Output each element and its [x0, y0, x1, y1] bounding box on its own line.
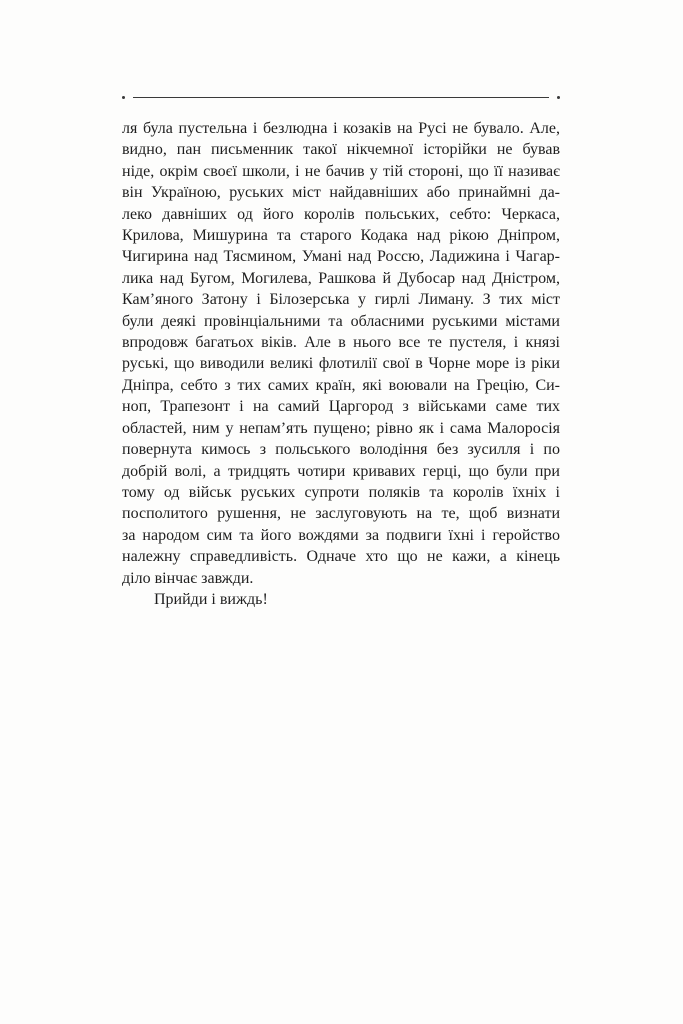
- text-line: ноп, Трапезонт і на самий Царгород з військами саме тих: [122, 398, 560, 416]
- text-line: областей, ним у непам’ять пущено; рівно як і сама Малоросія: [122, 419, 560, 437]
- body-text: [122, 118, 560, 610]
- text-line: належну справедливість. Одначе хто що не кажи, а кінець: [122, 548, 560, 566]
- text-line: Чигирина над Тясмином, Умані над Россю, Ладижина і Чагар-: [122, 248, 560, 266]
- text-line: Крилова, Мишурина та старого Кодака над рікою Дніпром,: [122, 227, 560, 245]
- text-line: діло вінчає завжди.: [122, 569, 254, 587]
- text-line: посполитого рушення, не заслуговують на те, щоб визнати: [122, 505, 560, 523]
- rule-dot-right-icon: [557, 96, 560, 99]
- text-line: Кам’яного Затону і Білозерська у гирлі Лиману. З тих міст: [122, 291, 560, 309]
- rule-dot-left-icon: [122, 96, 125, 99]
- text-line: лика над Бугом, Могилева, Рашкова й Дубосар над Дністром,: [122, 269, 560, 287]
- text-line: впродовж багатьох віків. Але в нього все те пустеля, і князі: [122, 334, 560, 352]
- text-line: видно, пан письменник такої нікчемної історійки не бував: [122, 141, 560, 159]
- text-line: за народом сим та його вождями за подвиги їхні і геройство: [122, 526, 560, 544]
- text-line: були деякі провінціальними та обласними руськими містами: [122, 312, 560, 330]
- rule-line: [133, 97, 549, 98]
- text-line: Прийди і виждь!: [154, 590, 268, 608]
- paragraph: [122, 589, 560, 610]
- header-rule: [122, 93, 560, 101]
- text-line: він Україною, руських міст найдавніших або принаймні да-: [122, 184, 560, 202]
- text-line: тому од військ руських супроти поляків та королів їхніх і: [122, 483, 560, 501]
- text-line: Дніпра, себто з тих самих країн, які воювали на Грецію, Си-: [122, 376, 560, 394]
- text-line: ля була пустельна і безлюдна і козаків на Русі не бувало. Але,: [122, 120, 560, 137]
- text-line: добрій волі, а тридцять чотири кривавих герці, що були при: [122, 462, 560, 480]
- paragraph: [122, 118, 560, 589]
- text-line: руські, що виводили великі флотилії свої в Чорне море із ріки: [122, 355, 560, 373]
- text-line: повернута кимось з польського володіння без зусилля і по: [122, 441, 560, 459]
- text-line: ніде, окрім своєї школи, і не бачив у тій стороні, що її називає: [122, 162, 560, 180]
- text-line: леко давніших од його королів польських, себто: Черкаса,: [122, 205, 560, 223]
